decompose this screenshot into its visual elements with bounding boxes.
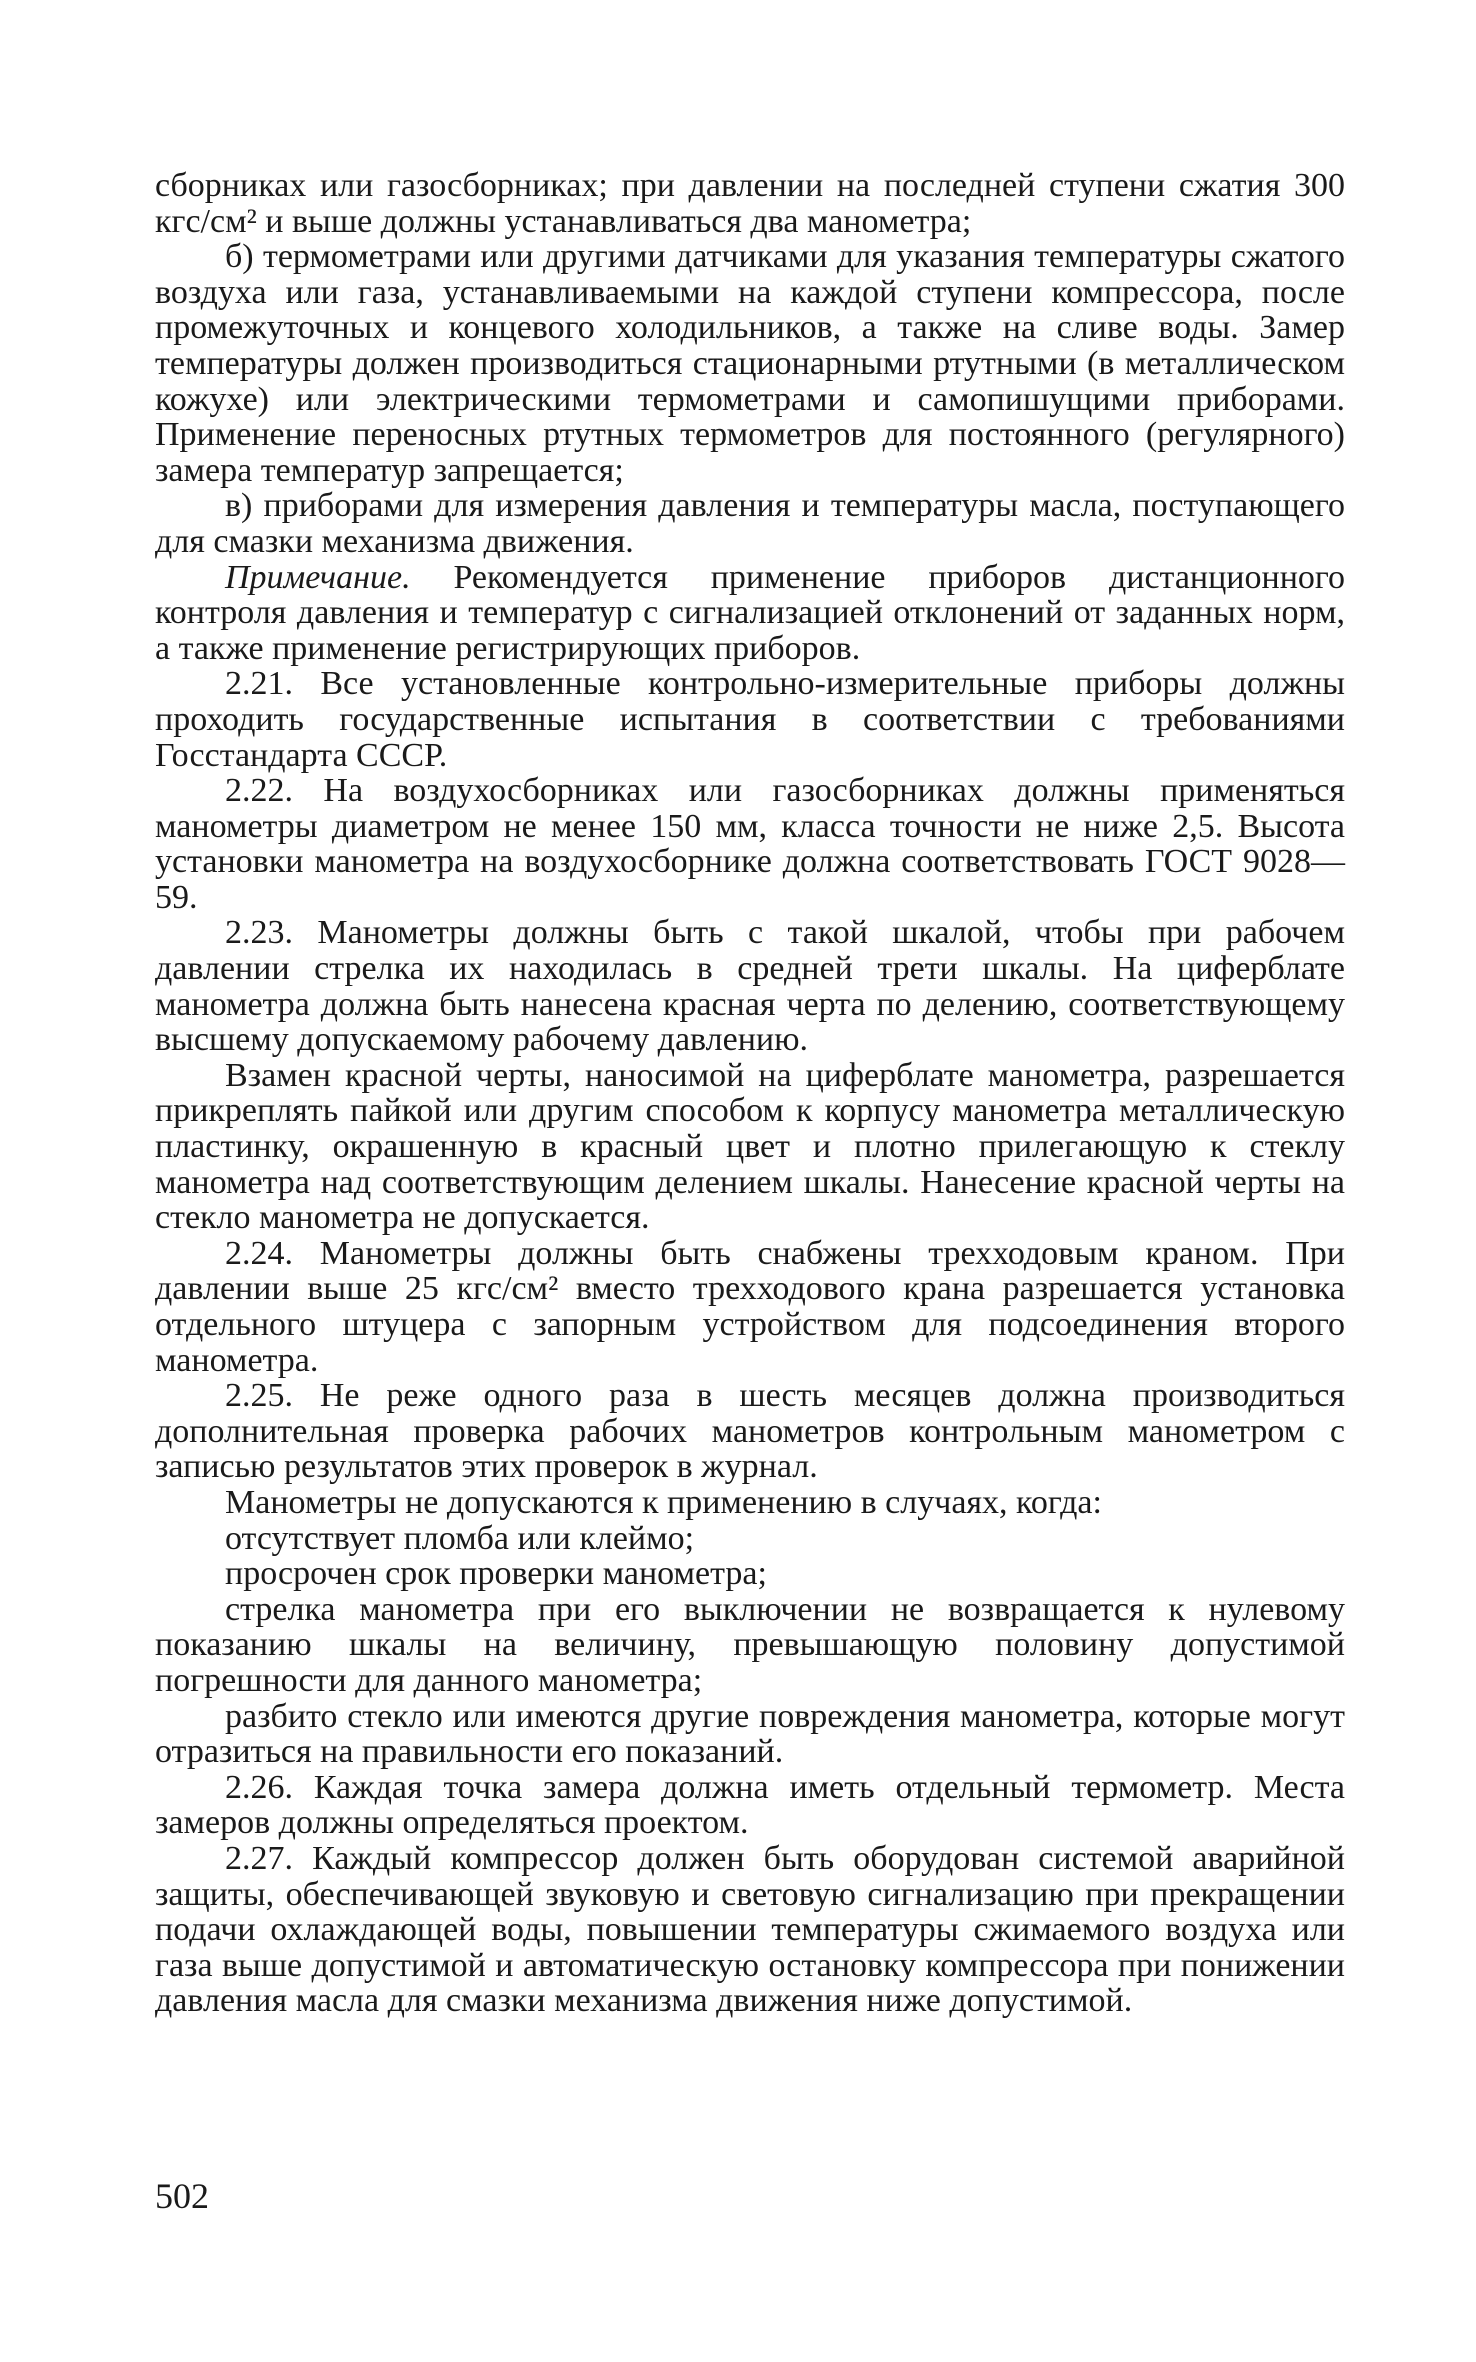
- note-paragraph: [155, 560, 1345, 667]
- clause-2-25-cases-intro: Манометры не допускаются к применению в случаях, когда:: [225, 1483, 1102, 1521]
- paragraph-continuation: сборниках или газосборниках; при давлении на последней ступени сжатия 300 кгс/см² и выше должны устанавливаться два манометра;: [155, 167, 1345, 240]
- clause-2-22: 2.22. На воздухосборниках или газосборниках должны применяться манометры диаметром не менее 150 мм, класса точности не ниже 2,5. Высота установки манометра на воздухосборнике должна соответствовать ГОСТ 9028—59.: [155, 772, 1345, 916]
- page-body: [155, 168, 1345, 2019]
- clause-2-23-continuation: Взамен красной черты, наносимой на циферблате манометра, разрешается прикреплять пайкой или другим способом к корпусу манометра металлическую пластинку, окрашенную в красный цвет и плотно прилегающую к стеклу манометра над соответствующим делением шкалы. Нанесение красной черты на стекло манометра не допускается.: [155, 1056, 1345, 1237]
- clause-2-27: 2.27. Каждый компрессор должен быть оборудован системой аварийной защиты, обеспечивающей звуковую и световую сигнализацию при прекращении подачи охлаждающей воды, повышении температуры сжимаемого воздуха или газа выше допустимой и автоматическую остановку компрессора при понижении давления масла для смазки механизма движения ниже допустимой.: [155, 1839, 1345, 2020]
- page-number: 502: [155, 2176, 209, 2216]
- clause-2-23: 2.23. Манометры должны быть с такой шкалой, чтобы при рабочем давлении стрелка их находилась в средней трети шкалы. На циферблате манометра должна быть нанесена красная черта по делению, соответствующему высшему допускаемому рабочему давлению.: [155, 914, 1345, 1059]
- case-item: отсутствует пломба или клеймо;: [225, 1519, 695, 1557]
- note-label: Примечание.: [225, 558, 411, 596]
- note-text: Рекомендуется применение приборов дистанционного контроля давления и температур с сигнализацией отклонений от заданных норм, а также применение регистрирующих приборов.: [155, 558, 1345, 667]
- case-item: стрелка манометра при его выключении не возвращается к нулевому показанию шкалы на величину, превышающую половину допустимой погрешности для данного манометра;: [155, 1590, 1345, 1699]
- paragraph-item-b: б) термометрами или другими датчиками для указания температуры сжатого воздуха или газа, устанавливаемыми на каждой ступени компрессора, после промежуточных и концевого холодильников, а также на сливе воды. Замер температуры должен производиться стационарными ртутными (в металлическом кожухе) или электрическими термометрами и самопишущими приборами. Применение переносных ртутных термометров для постоянного (регулярного) замера температур запрещается;: [155, 238, 1345, 489]
- clause-2-24: 2.24. Манометры должны быть снабжены трехходовым краном. При давлении выше 25 кгс/см² вместо трехходового крана разрешается установка отдельного штуцера с запорным устройством для подсоединения второго манометра.: [155, 1234, 1345, 1379]
- paragraph-item-v: в) приборами для измерения давления и температуры масла, поступающего для смазки механизма движения.: [155, 487, 1345, 560]
- case-item: просрочен срок проверки манометра;: [225, 1555, 767, 1593]
- clause-2-21: 2.21. Все установленные контрольно-измерительные приборы должны проходить государственные испытания в соответствии с требованиями Госстандарта СССР.: [155, 665, 1345, 774]
- clause-2-25: 2.25. Не реже одного раза в шесть месяцев должна производиться дополнительная проверка рабочих манометров контрольным манометром с записью результатов этих проверок в журнал.: [155, 1377, 1345, 1486]
- clause-2-26: 2.26. Каждая точка замера должна иметь отдельный термометр. Места замеров должны определяться проектом.: [155, 1768, 1345, 1842]
- case-item: разбито стекло или имеются другие повреждения манометра, которые могут отразиться на правильности его показаний.: [155, 1697, 1345, 1771]
